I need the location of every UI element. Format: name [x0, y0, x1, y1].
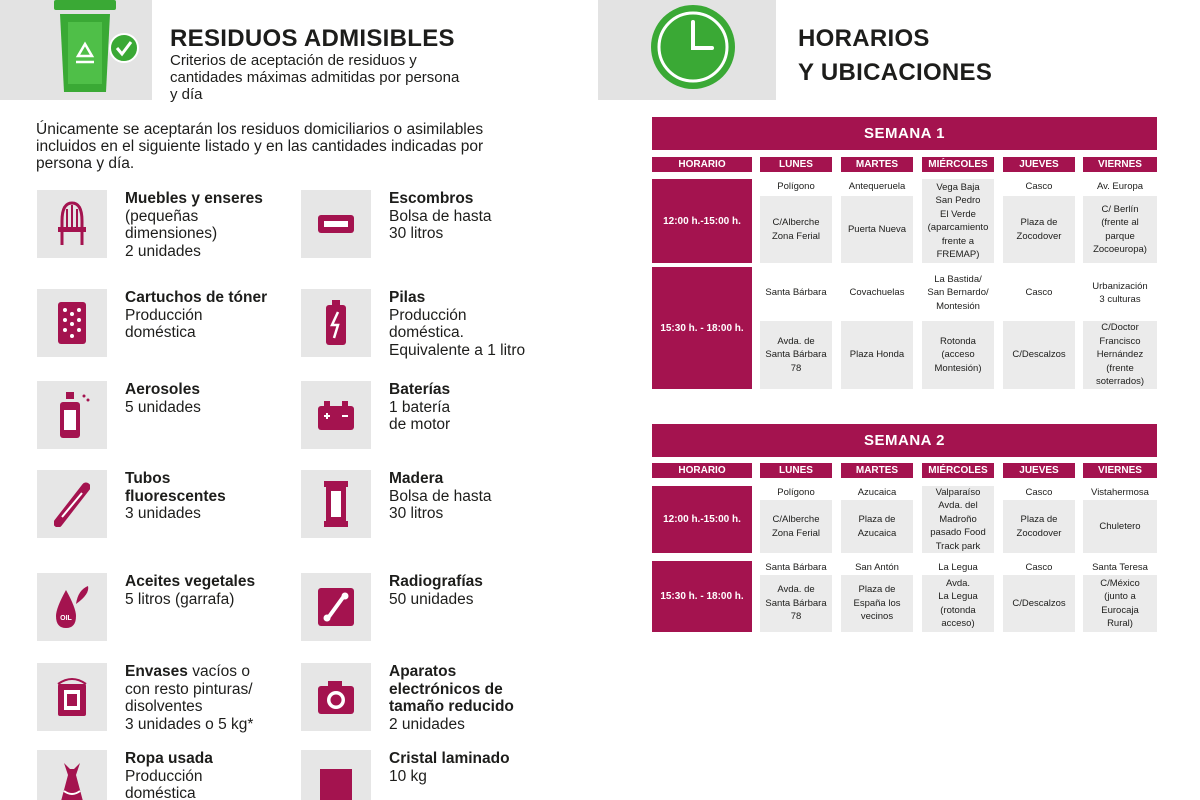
schedule-cell: Av. Europa — [1083, 179, 1157, 194]
schedule-cell: La Legua — [922, 561, 994, 574]
schedule-cell: Plaza de Azucaica — [841, 500, 913, 553]
column-header: HORARIO — [652, 463, 752, 478]
schedule-cell: Urbanización 3 culturas — [1083, 267, 1157, 319]
waste-item-description: 3 unidades — [125, 505, 201, 522]
schedule-cell: Plaza de Zocodover — [1003, 196, 1075, 263]
column-header: MARTES — [841, 157, 913, 172]
schedule-cell: Avda. de Santa Bárbara 78 — [760, 575, 832, 632]
waste-item-description: 10 kg — [389, 767, 427, 785]
schedule-cell: Casco — [1003, 267, 1075, 319]
waste-item-description: Bolsa de hasta 30 litros — [389, 487, 492, 522]
waste-item-title: Cristal laminado — [389, 750, 510, 767]
waste-item-title: Escombros — [389, 190, 474, 207]
laminated-glass-icon — [301, 750, 371, 800]
waste-item-description: Producción doméstica — [125, 767, 203, 800]
right-section-title-line2: Y UBICACIONES — [798, 59, 993, 86]
schedule-cell: Puerta Nueva — [841, 196, 913, 263]
schedule-cell: Rotonda (acceso Montesión) — [922, 321, 994, 389]
column-header: LUNES — [760, 463, 832, 478]
waste-item-description: 50 unidades — [389, 590, 474, 608]
schedule-cell: Avda. de Santa Bárbara 78 — [760, 321, 832, 389]
waste-item-description: 5 litros (garrafa) — [125, 590, 235, 608]
fluorescent-tube-icon — [37, 470, 107, 538]
column-header: MIÉRCOLES — [922, 157, 994, 172]
schedule-cell: C/Descalzos — [1003, 321, 1075, 389]
dress-icon — [37, 750, 107, 800]
column-header: HORARIO — [652, 157, 752, 172]
waste-item-title: Aerosoles — [125, 381, 200, 398]
clock-icon — [648, 2, 738, 92]
time-slot-cell: 15:30 h. - 18:00 h. — [652, 561, 752, 632]
left-section-title: RESIDUOS ADMISIBLES — [170, 25, 455, 52]
waste-item-description: (pequeñas dimensiones) 2 unidades — [125, 207, 218, 260]
waste-item-title: Radiografías — [389, 573, 483, 590]
car-battery-icon — [301, 381, 371, 449]
column-header: LUNES — [760, 157, 832, 172]
schedule-cell: San Antón — [841, 561, 913, 574]
waste-item-title: Madera — [389, 470, 444, 487]
schedule-cell: Vega Baja San Pedro El Verde (aparcamiento frente a FREMAP) — [922, 179, 994, 263]
waste-item-title: Muebles y enseres — [125, 190, 263, 207]
schedule-cell: Plaza de Zocodover — [1003, 500, 1075, 553]
intro-paragraph: Únicamente se aceptarán los residuos domiciliarios o asimilables incluidos en el siguiente listado y en las cantidades indicadas por persona y día. — [36, 121, 484, 172]
schedule-cell: Covachuelas — [841, 267, 913, 319]
schedule-cell: Casco — [1003, 486, 1075, 499]
waste-item-description: 5 unidades — [125, 398, 201, 416]
column-header: JUEVES — [1003, 463, 1075, 478]
schedule-cell: Plaza de España los vecinos — [841, 575, 913, 632]
camera-icon — [301, 663, 371, 731]
waste-item-description: 2 unidades — [389, 715, 465, 733]
schedule-cell: Chuletero — [1083, 500, 1157, 553]
waste-item-description: Bolsa de hasta 30 litros — [389, 207, 492, 242]
battery-cell-icon — [301, 289, 371, 357]
schedule-cell: Santa Teresa — [1083, 561, 1157, 574]
schedule-cell: Casco — [1003, 561, 1075, 574]
schedule-cell: C/Descalzos — [1003, 575, 1075, 632]
waste-item-description: Producción doméstica. Equivalente a 1 litro — [389, 306, 526, 359]
column-header: MIÉRCOLES — [922, 463, 994, 478]
schedule-cell: C/Doctor Francisco Hernández (frente soterrados) — [1083, 321, 1157, 389]
chair-icon — [37, 190, 107, 258]
waste-item-description: vacíos o con resto pinturas/ disolventes 3 unidades o 5 kg* — [125, 663, 254, 733]
schedule-cell: Avda. La Legua (rotonda acceso) — [922, 575, 994, 632]
column-header: VIERNES — [1083, 157, 1157, 172]
schedule-cell: Polígono — [760, 179, 832, 194]
schedule-cell: Vistahermosa — [1083, 486, 1157, 499]
svg-text:OIL: OIL — [60, 615, 72, 622]
schedule-cell: La Bastida/ San Bernardo/ Montesión — [922, 267, 994, 319]
oil-drop-icon — [37, 573, 107, 641]
schedule-cell: Santa Bárbara — [760, 267, 832, 319]
column-header: MARTES — [841, 463, 913, 478]
x-ray-icon — [301, 573, 371, 641]
column-header: VIERNES — [1083, 463, 1157, 478]
left-section-subtitle: Criterios de aceptación de residuos y cantidades máximas admitidas por persona y día — [170, 52, 460, 103]
paint-can-icon — [37, 663, 107, 731]
right-section-title-line1: HORARIOS — [798, 25, 930, 52]
schedule-cell: Antequeruela — [841, 179, 913, 194]
column-header: JUEVES — [1003, 157, 1075, 172]
waste-item-title: Aceites vegetales — [125, 573, 256, 590]
waste-item-title: Pilas — [389, 289, 426, 306]
schedule-cell: Azucaica — [841, 486, 913, 499]
waste-item-title: Envases — [125, 663, 188, 680]
schedule-cell: Valparaíso Avda. del Madroño pasado Food Track park — [922, 486, 994, 553]
schedule-cell: Polígono — [760, 486, 832, 499]
week-header: SEMANA 2 — [652, 424, 1157, 457]
rubble-bag-icon — [301, 190, 371, 258]
schedule-cell: C/Alberche Zona Ferial — [760, 196, 832, 263]
time-slot-cell: 12:00 h.-15:00 h. — [652, 486, 752, 553]
toner-cartridge-icon — [37, 289, 107, 357]
time-slot-cell: 15:30 h. - 18:00 h. — [652, 267, 752, 389]
week-header: SEMANA 1 — [652, 117, 1157, 150]
time-slot-cell: 12:00 h.-15:00 h. — [652, 179, 752, 263]
aerosol-icon — [37, 381, 107, 449]
waste-item-title: Ropa usada — [125, 750, 213, 767]
waste-item-title: Baterías — [389, 381, 451, 398]
schedule-cell: C/Alberche Zona Ferial — [760, 500, 832, 553]
schedule-cell: C/México (junto a Eurocaja Rural) — [1083, 575, 1157, 632]
recycle-bin-icon — [48, 0, 148, 98]
waste-item-title: Aparatos electrónicos de tamaño reducido — [389, 663, 514, 715]
waste-item-title: Cartuchos de tóner — [125, 289, 268, 306]
waste-item-title: Tubos fluorescentes — [125, 470, 226, 505]
wood-plank-icon — [301, 470, 371, 538]
waste-item-description: 1 batería de motor — [389, 398, 451, 433]
schedule-cell: C/ Berlín (frente al parque Zocoeuropa) — [1083, 196, 1157, 263]
schedule-cell: Santa Bárbara — [760, 561, 832, 574]
waste-item-description: Producción doméstica — [125, 306, 203, 341]
schedule-cell: Casco — [1003, 179, 1075, 194]
schedule-cell: Plaza Honda — [841, 321, 913, 389]
